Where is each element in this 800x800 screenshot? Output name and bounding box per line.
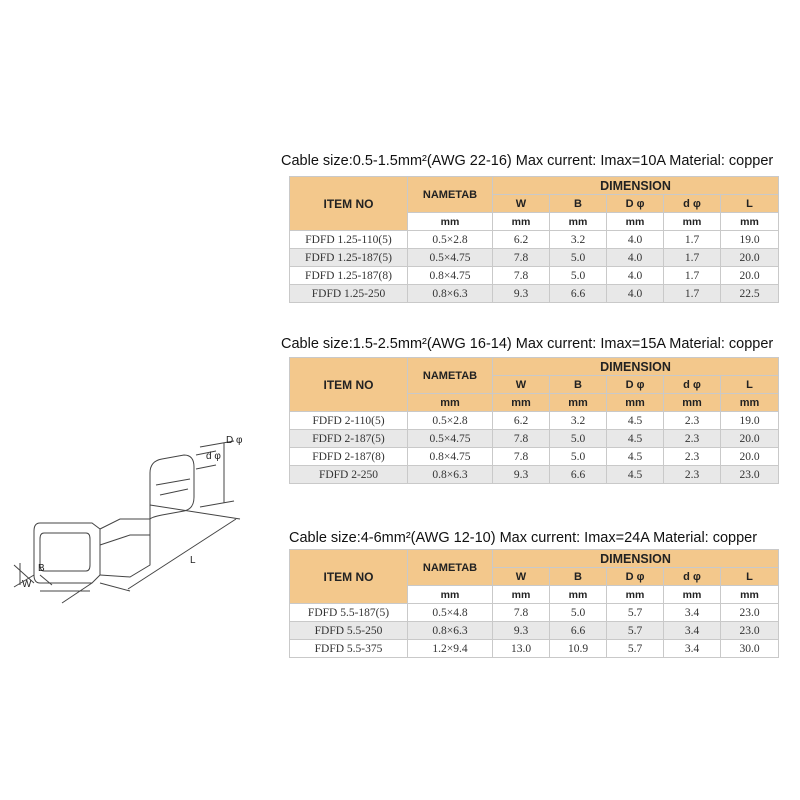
- w-cell: 13.0: [493, 640, 550, 658]
- D-cell: 5.7: [607, 604, 664, 622]
- d-cell: 1.7: [664, 231, 721, 249]
- header-nametab: NAMETAB: [408, 177, 493, 213]
- table-row: [290, 249, 779, 267]
- header-nametab: NAMETAB: [408, 358, 493, 394]
- unit-cell: mm: [408, 394, 493, 412]
- header-b: B: [550, 568, 607, 586]
- unit-cell: mm: [408, 586, 493, 604]
- item-no-cell: FDFD 2-187(5): [290, 430, 408, 448]
- label-d: d φ: [206, 451, 221, 462]
- w-cell: 7.8: [493, 430, 550, 448]
- nametab-cell: 0.8×6.3: [408, 285, 493, 303]
- D-cell: 4.5: [607, 430, 664, 448]
- unit-cell: mm: [550, 586, 607, 604]
- nametab-cell: 0.8×4.75: [408, 267, 493, 285]
- l-cell: 30.0: [721, 640, 779, 658]
- item-no-cell: FDFD 2-187(8): [290, 448, 408, 466]
- unit-cell: mm: [664, 213, 721, 231]
- d-cell: 2.3: [664, 430, 721, 448]
- table-row: [290, 267, 779, 285]
- d-cell: 2.3: [664, 466, 721, 484]
- item-no-cell: FDFD 5.5-250: [290, 622, 408, 640]
- header-nametab: NAMETAB: [408, 550, 493, 586]
- b-cell: 3.2: [550, 412, 607, 430]
- b-cell: 5.0: [550, 604, 607, 622]
- header-w: W: [493, 568, 550, 586]
- b-cell: 6.6: [550, 466, 607, 484]
- table-caption: Cable size:1.5-2.5mm²(AWG 16-14) Max current: Imax=15A Material: copper: [281, 336, 774, 352]
- table-row: [290, 285, 779, 303]
- item-no-cell: FDFD 1.25-110(5): [290, 231, 408, 249]
- w-cell: 7.8: [493, 267, 550, 285]
- d-cell: 1.7: [664, 249, 721, 267]
- table-row: [290, 430, 779, 448]
- unit-cell: mm: [721, 213, 779, 231]
- l-cell: 20.0: [721, 249, 779, 267]
- w-cell: 7.8: [493, 604, 550, 622]
- b-cell: 6.6: [550, 622, 607, 640]
- table-caption: Cable size:0.5-1.5mm²(AWG 22-16) Max current: Imax=10A Material: copper: [281, 153, 774, 169]
- D-cell: 4.5: [607, 448, 664, 466]
- unit-cell: mm: [493, 213, 550, 231]
- unit-cell: mm: [550, 213, 607, 231]
- l-cell: 23.0: [721, 604, 779, 622]
- unit-cell: mm: [493, 586, 550, 604]
- header-w: W: [493, 195, 550, 213]
- header-w: W: [493, 376, 550, 394]
- l-cell: 20.0: [721, 430, 779, 448]
- header-d: d φ: [664, 568, 721, 586]
- table-row: [290, 466, 779, 484]
- header-d: d φ: [664, 195, 721, 213]
- header-dimension: DIMENSION: [493, 177, 779, 195]
- D-cell: 5.7: [607, 622, 664, 640]
- b-cell: 10.9: [550, 640, 607, 658]
- d-cell: 3.4: [664, 604, 721, 622]
- table-row: [290, 412, 779, 430]
- label-B: B: [38, 563, 45, 574]
- header-b: B: [550, 195, 607, 213]
- d-cell: 3.4: [664, 622, 721, 640]
- b-cell: 5.0: [550, 249, 607, 267]
- table-caption: Cable size:4-6mm²(AWG 12-10) Max current: Imax=24A Material: copper: [289, 530, 758, 546]
- b-cell: 6.6: [550, 285, 607, 303]
- unit-cell: mm: [550, 394, 607, 412]
- nametab-cell: 0.5×2.8: [408, 412, 493, 430]
- b-cell: 5.0: [550, 430, 607, 448]
- w-cell: 6.2: [493, 412, 550, 430]
- table-row: [290, 231, 779, 249]
- label-W: W: [22, 579, 32, 590]
- l-cell: 19.0: [721, 231, 779, 249]
- spec-table: [289, 176, 779, 303]
- d-cell: 2.3: [664, 448, 721, 466]
- spec-table: [289, 549, 779, 658]
- b-cell: 3.2: [550, 231, 607, 249]
- b-cell: 5.0: [550, 448, 607, 466]
- d-cell: 3.4: [664, 640, 721, 658]
- b-cell: 5.0: [550, 267, 607, 285]
- unit-cell: mm: [721, 394, 779, 412]
- item-no-cell: FDFD 1.25-250: [290, 285, 408, 303]
- D-cell: 4.5: [607, 412, 664, 430]
- item-no-cell: FDFD 5.5-375: [290, 640, 408, 658]
- table-row: [290, 448, 779, 466]
- table-row: [290, 622, 779, 640]
- l-cell: 23.0: [721, 622, 779, 640]
- header-dimension: DIMENSION: [493, 550, 779, 568]
- l-cell: 20.0: [721, 448, 779, 466]
- item-no-cell: FDFD 1.25-187(8): [290, 267, 408, 285]
- nametab-cell: 0.8×4.75: [408, 448, 493, 466]
- w-cell: 7.8: [493, 249, 550, 267]
- unit-cell: mm: [664, 586, 721, 604]
- header-item-no: ITEM NO: [290, 550, 408, 604]
- D-cell: 4.0: [607, 249, 664, 267]
- label-D: D φ: [226, 435, 243, 446]
- unit-cell: mm: [493, 394, 550, 412]
- w-cell: 9.3: [493, 285, 550, 303]
- item-no-cell: FDFD 5.5-187(5): [290, 604, 408, 622]
- w-cell: 9.3: [493, 466, 550, 484]
- D-cell: 4.0: [607, 231, 664, 249]
- header-D: D φ: [607, 376, 664, 394]
- D-cell: 4.0: [607, 267, 664, 285]
- D-cell: 5.7: [607, 640, 664, 658]
- unit-cell: mm: [721, 586, 779, 604]
- header-item-no: ITEM NO: [290, 177, 408, 231]
- header-d: d φ: [664, 376, 721, 394]
- unit-cell: mm: [607, 586, 664, 604]
- l-cell: 20.0: [721, 267, 779, 285]
- nametab-cell: 0.5×4.75: [408, 249, 493, 267]
- l-cell: 22.5: [721, 285, 779, 303]
- w-cell: 9.3: [493, 622, 550, 640]
- header-l: L: [721, 568, 779, 586]
- unit-cell: mm: [664, 394, 721, 412]
- table-row: [290, 640, 779, 658]
- d-cell: 1.7: [664, 285, 721, 303]
- w-cell: 6.2: [493, 231, 550, 249]
- header-l: L: [721, 376, 779, 394]
- l-cell: 23.0: [721, 466, 779, 484]
- barrel: [150, 455, 194, 519]
- unit-cell: mm: [408, 213, 493, 231]
- D-cell: 4.5: [607, 466, 664, 484]
- nametab-cell: 0.8×6.3: [408, 466, 493, 484]
- item-no-cell: FDFD 2-110(5): [290, 412, 408, 430]
- d-cell: 2.3: [664, 412, 721, 430]
- D-cell: 4.0: [607, 285, 664, 303]
- item-no-cell: FDFD 2-250: [290, 466, 408, 484]
- nametab-cell: 0.8×6.3: [408, 622, 493, 640]
- terminal-diagram: [0, 415, 270, 615]
- header-D: D φ: [607, 195, 664, 213]
- header-b: B: [550, 376, 607, 394]
- table-row: [290, 604, 779, 622]
- l-cell: 19.0: [721, 412, 779, 430]
- item-no-cell: FDFD 1.25-187(5): [290, 249, 408, 267]
- header-dimension: DIMENSION: [493, 358, 779, 376]
- nametab-cell: 0.5×4.75: [408, 430, 493, 448]
- label-L: L: [190, 555, 196, 566]
- header-l: L: [721, 195, 779, 213]
- header-D: D φ: [607, 568, 664, 586]
- d-cell: 1.7: [664, 267, 721, 285]
- unit-cell: mm: [607, 394, 664, 412]
- unit-cell: mm: [607, 213, 664, 231]
- nametab-cell: 1.2×9.4: [408, 640, 493, 658]
- nametab-cell: 0.5×2.8: [408, 231, 493, 249]
- w-cell: 7.8: [493, 448, 550, 466]
- header-item-no: ITEM NO: [290, 358, 408, 412]
- nametab-cell: 0.5×4.8: [408, 604, 493, 622]
- spec-table: [289, 357, 779, 484]
